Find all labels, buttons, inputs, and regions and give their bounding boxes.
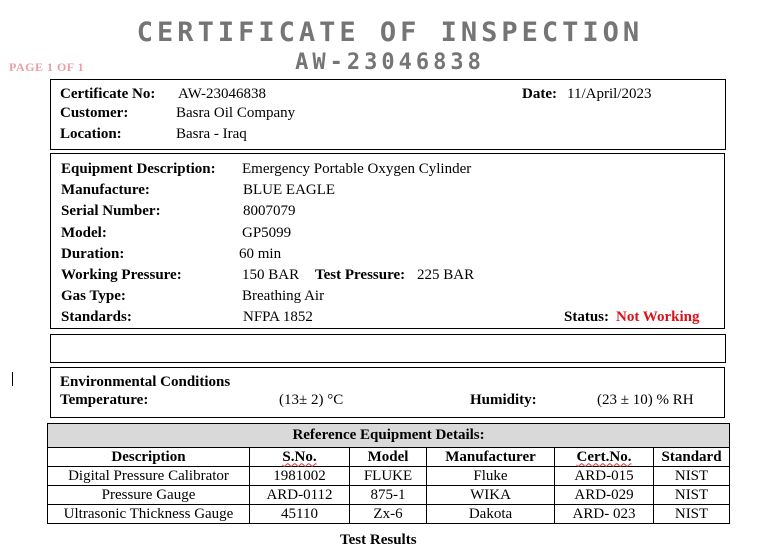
gas-type-value: Breathing Air (242, 288, 325, 304)
reference-equipment-table (47, 423, 730, 524)
environment-box (50, 367, 725, 418)
table-cell: 1981002 (250, 467, 350, 486)
manufacture-label: Manufacture: (61, 182, 150, 198)
reference-caption: Reference Equipment Details: (48, 424, 730, 448)
column-header: Standard (654, 448, 730, 467)
table-cell: Pressure Gauge (48, 486, 250, 505)
location-label: Location: (60, 126, 122, 142)
table-cell: Zx-6 (350, 505, 427, 524)
column-header: S.No. (250, 448, 350, 467)
reference-header-row (48, 448, 730, 467)
certificate-no-label: Certificate No: (60, 86, 156, 102)
gas-type-label: Gas Type: (61, 288, 126, 304)
model-label: Model: (61, 225, 107, 241)
equipment-description-label: Equipment Description: (61, 161, 216, 177)
table-row (48, 486, 730, 505)
table-cell: NIST (654, 467, 730, 486)
environment-heading: Environmental Conditions (60, 374, 231, 390)
table-cell: NIST (654, 486, 730, 505)
table-cell: Dakota (427, 505, 555, 524)
test-results-heading: Test Results (340, 532, 417, 548)
page-label: PAGE 1 OF 1 (9, 60, 85, 74)
status-label: Status: (564, 309, 610, 325)
working-pressure-value: 150 BAR (242, 267, 300, 283)
table-cell: ARD- 023 (555, 505, 654, 524)
table-cell: FLUKE (350, 467, 427, 486)
table-cell: Fluke (427, 467, 555, 486)
table-cell: WIKA (427, 486, 555, 505)
working-pressure-label: Working Pressure: (61, 267, 182, 283)
column-header: Cert.No. (555, 448, 654, 467)
standards-label: Standards: (61, 309, 132, 325)
serial-number-value: 8007079 (243, 203, 296, 219)
table-cell: ARD-029 (555, 486, 654, 505)
table-cell: 45110 (250, 505, 350, 524)
table-cell: Ultrasonic Thickness Gauge (48, 505, 250, 524)
certificate-no-value: AW-23046838 (178, 86, 266, 102)
text-cursor (12, 372, 13, 386)
header-box (50, 79, 726, 150)
customer-value: Basra Oil Company (176, 105, 296, 121)
column-header: Description (48, 448, 250, 467)
equipment-box (50, 153, 725, 329)
table-cell: NIST (654, 505, 730, 524)
humidity-value: (23 ± 10) % RH (597, 392, 694, 408)
equipment-description-value: Emergency Portable Oxygen Cylinder (242, 161, 472, 177)
certificate-number-title: AW-23046838 (295, 50, 485, 75)
test-pressure-value: 225 BAR (417, 267, 475, 283)
column-header: Manufacturer (427, 448, 555, 467)
humidity-label: Humidity: (470, 392, 537, 408)
standards-value: NFPA 1852 (243, 309, 313, 325)
column-header: Model (350, 448, 427, 467)
duration-value: 60 min (239, 246, 282, 262)
temperature-label: Temperature: (60, 392, 149, 408)
certificate-title: CERTIFICATE OF INSPECTION (136, 17, 644, 48)
serial-number-label: Serial Number: (61, 203, 161, 219)
date-label: Date: (522, 86, 557, 102)
duration-label: Duration: (61, 246, 125, 262)
date-value: 11/April/2023 (567, 86, 652, 102)
table-cell: ARD-0112 (250, 486, 350, 505)
manufacture-value: BLUE EAGLE (243, 182, 336, 198)
table-cell: 875-1 (350, 486, 427, 505)
customer-label: Customer: (60, 105, 129, 121)
test-pressure-label: Test Pressure: (315, 267, 406, 283)
table-cell: ARD-015 (555, 467, 654, 486)
blank-box (50, 334, 726, 363)
temperature-value: (13± 2) °C (279, 392, 344, 408)
location-value: Basra - Iraq (176, 126, 247, 142)
table-row (48, 467, 730, 486)
table-row (48, 505, 730, 524)
model-value: GP5099 (242, 225, 292, 241)
status-value: Not Working (616, 309, 700, 325)
table-cell: Digital Pressure Calibrator (48, 467, 250, 486)
